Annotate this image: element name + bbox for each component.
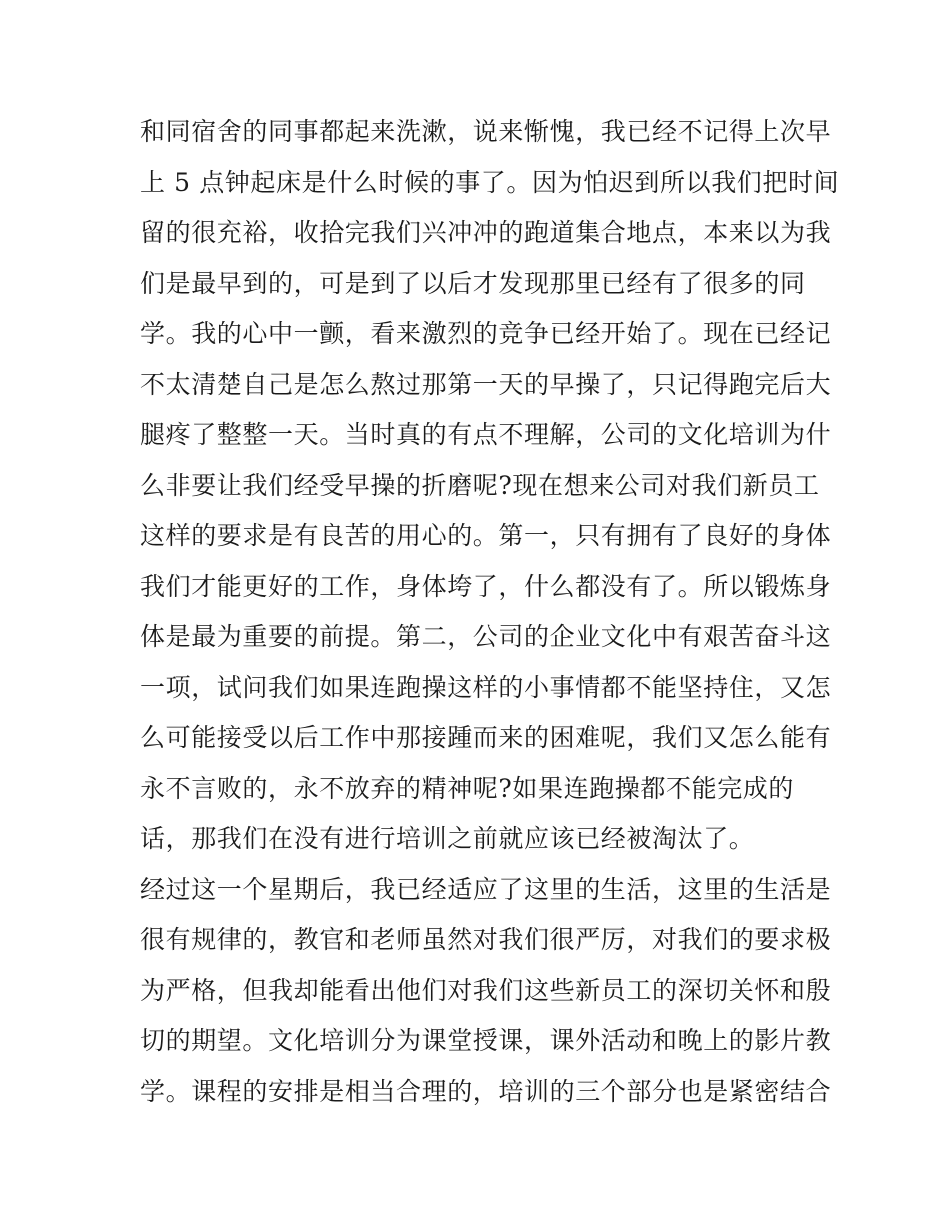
text-line: 永不言败的，永不放弃的精神呢?如果连跑操都不能完成的 xyxy=(140,773,795,803)
text-line: 经过这一个星期后，我已经适应了这里的生活，这里的生活是 xyxy=(140,874,832,904)
text-line: 学。我的心中一颤，看来激烈的竞争已经开始了。现在已经记 xyxy=(140,319,832,348)
text-line: 和同宿舍的同事都起来洗漱，说来惭愧，我已经不记得上次早 xyxy=(140,117,832,146)
text-line: 留的很充裕，收拾完我们兴冲冲的跑道集合地点，本来以为我 xyxy=(140,218,832,247)
text-line: 话，那我们在没有进行培训之前就应该已经被淘汰了。 xyxy=(140,824,755,853)
text-line: 么非要让我们经受早操的折磨呢?现在想来公司对我们新员工 xyxy=(140,470,820,500)
text-line: 们是最早到的，可是到了以后才发现那里已经有了很多的同 xyxy=(140,268,806,298)
text-line: 切的期望。文化培训分为课堂授课，课外活动和晚上的影片教 xyxy=(140,1026,832,1055)
text-line: 这样的要求是有良苦的用心的。第一，只有拥有了良好的身体 xyxy=(140,521,832,550)
text-line: 很有规律的，教官和老师虽然对我们很严厉，对我们的要求极 xyxy=(140,925,832,954)
text-line: 体是最为重要的前提。第二，公司的企业文化中有艰苦奋斗这 xyxy=(140,622,832,651)
text-line: 不太清楚自己是怎么熬过那第一天的早操了，只记得跑完后大 xyxy=(140,369,832,399)
text-line: 我们才能更好的工作，身体垮了，什么都没有了。所以锻炼身 xyxy=(140,571,832,601)
text-line: 一项，试问我们如果连跑操这样的小事情都不能坚持住，又怎 xyxy=(140,672,832,702)
text-line: 学。课程的安排是相当合理的，培训的三个部分也是紧密结合 xyxy=(140,1076,832,1106)
text-line: 上 5 点钟起床是什么时候的事了。因为怕迟到所以我们把时间 xyxy=(140,167,840,197)
body-text xyxy=(140,107,840,1117)
text-line: 为严格，但我却能看出他们对我们这些新员工的深切关怀和殷 xyxy=(140,975,832,1005)
text-line: 腿疼了整整一天。当时真的有点不理解，公司的文化培训为什 xyxy=(140,420,832,449)
text-line: 么可能接受以后工作中那接踵而来的困难呢，我们又怎么能有 xyxy=(140,723,832,752)
